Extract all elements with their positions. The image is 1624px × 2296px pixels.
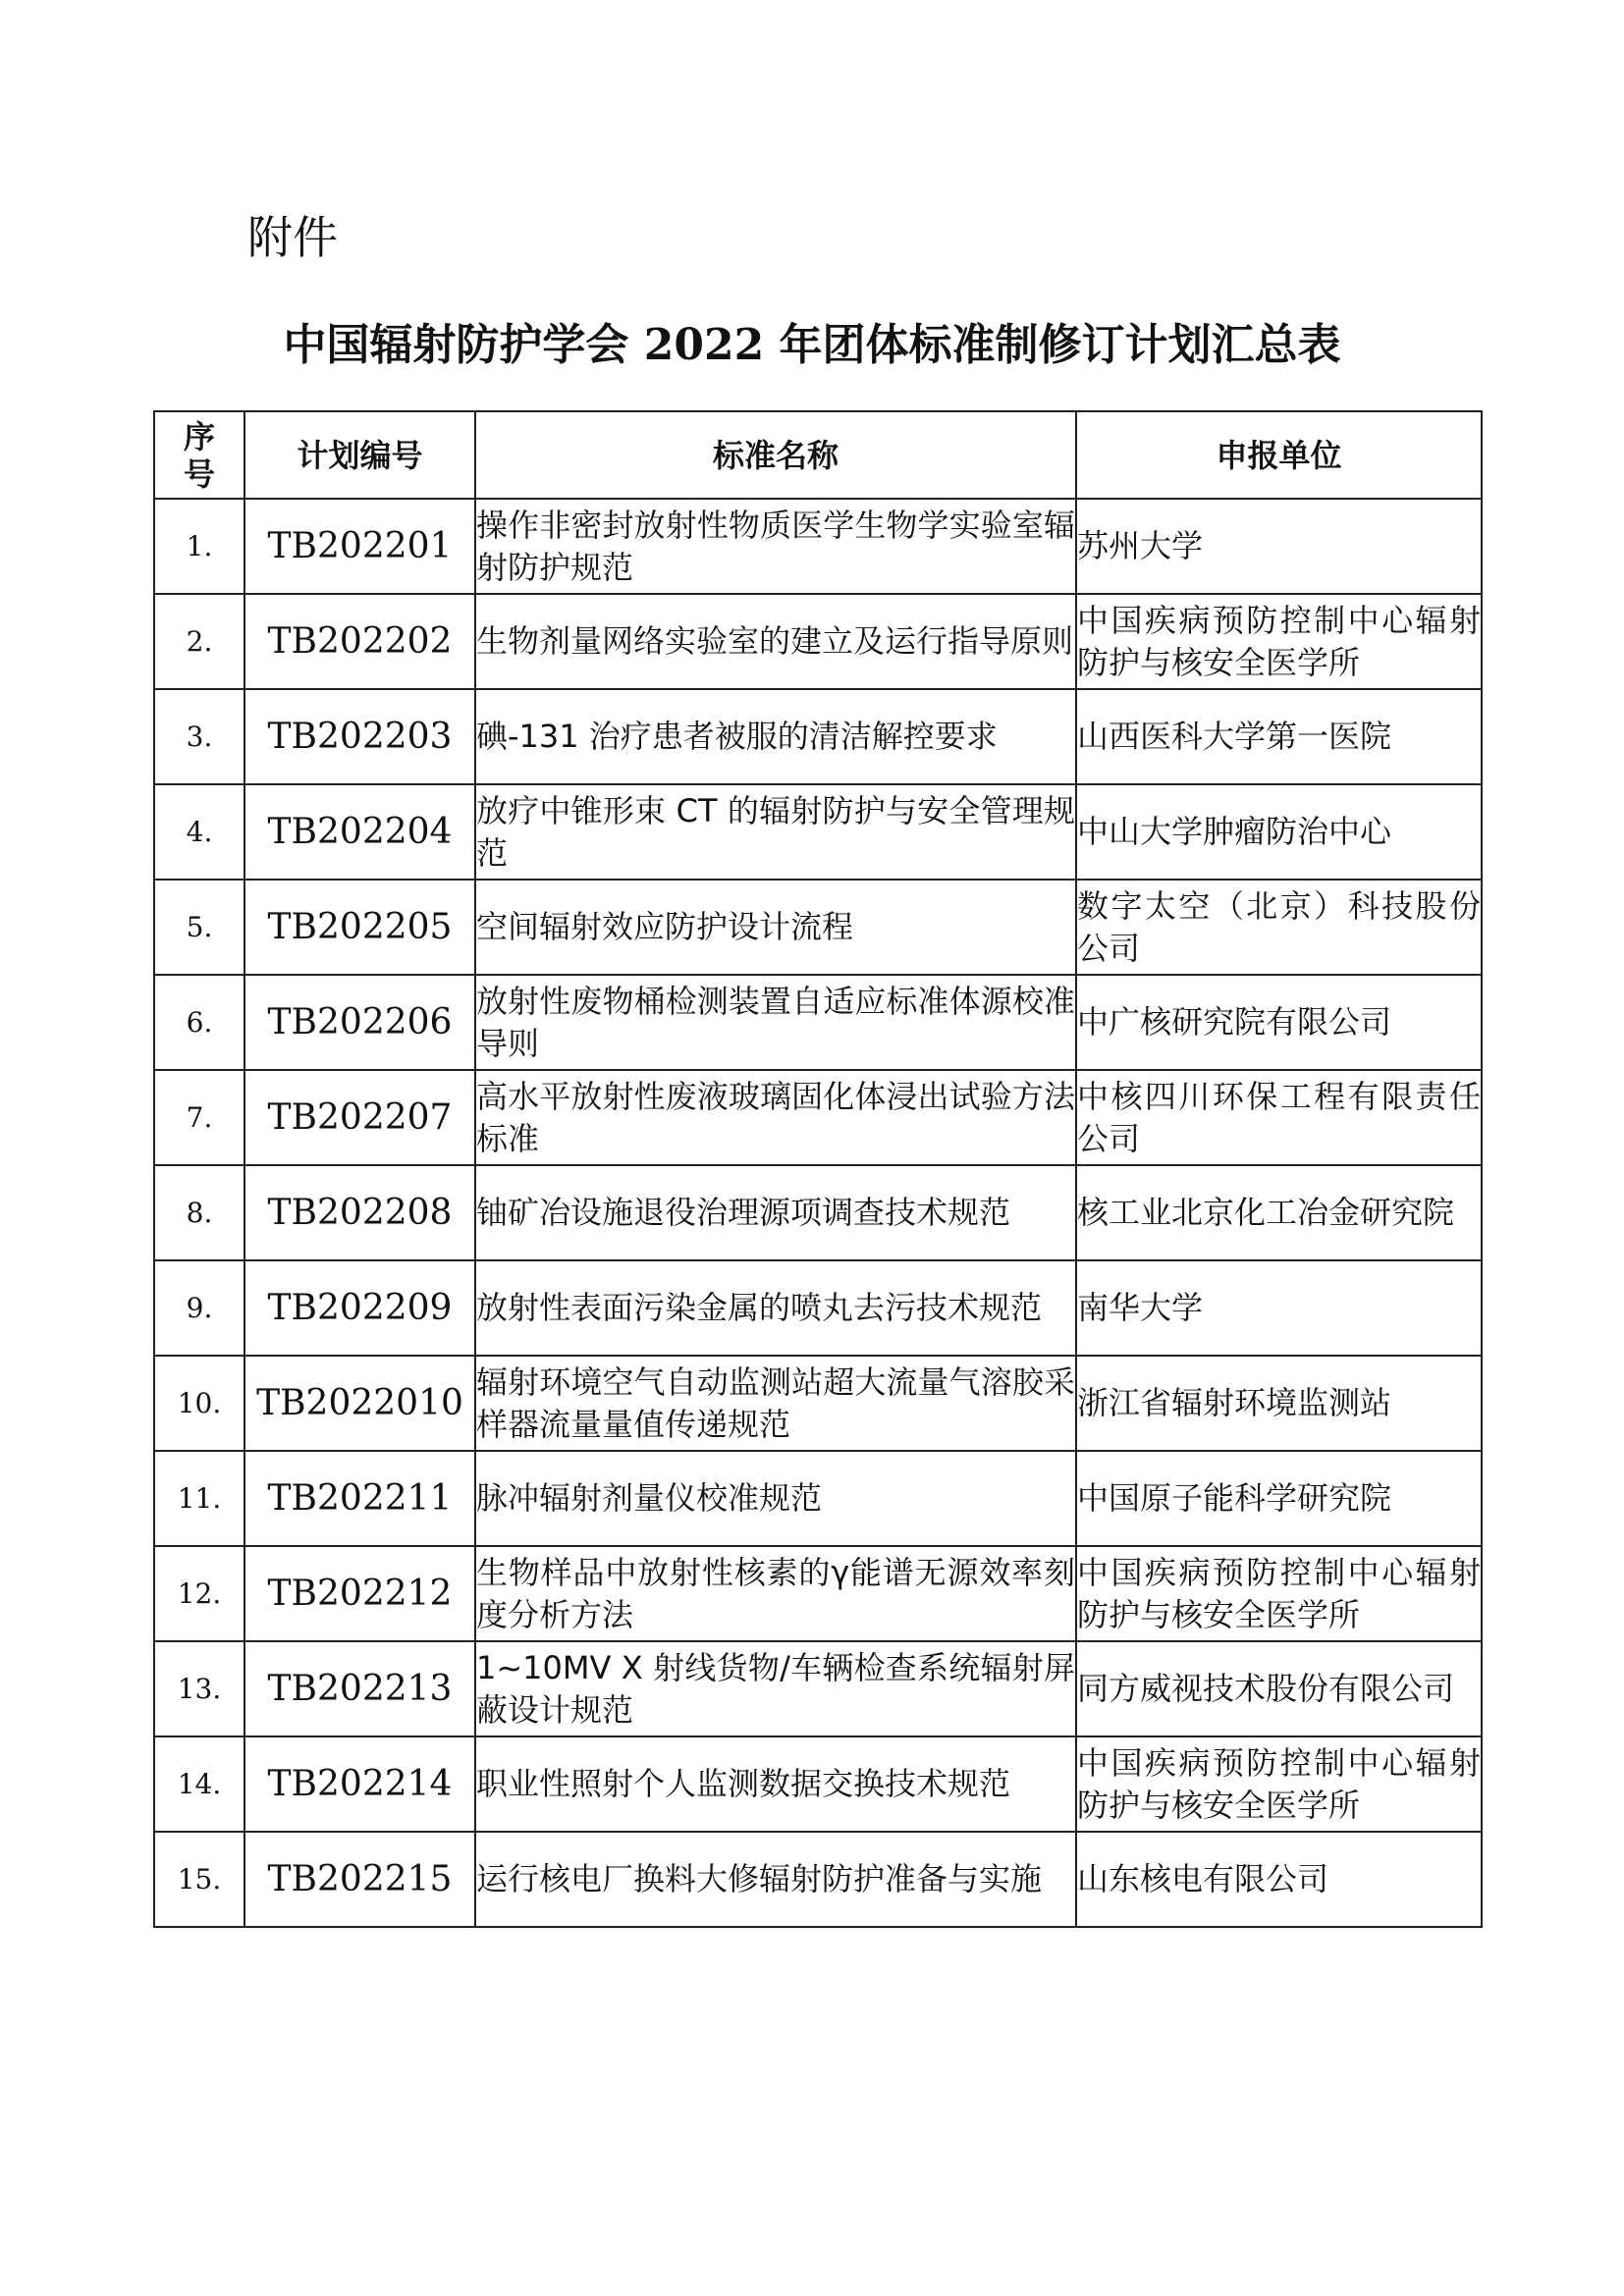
row-seq: 1. (154, 499, 244, 594)
row-applicant-unit: 中核四川环保工程有限责任公司 (1076, 1070, 1482, 1165)
table-row (154, 1736, 1482, 1832)
row-seq: 6. (154, 975, 244, 1070)
row-applicant-unit: 南华大学 (1076, 1260, 1482, 1356)
row-plan-code: TB202212 (244, 1546, 475, 1641)
table-row (154, 1641, 1482, 1736)
row-standard-name: 运行核电厂换料大修辐射防护准备与实施 (475, 1832, 1076, 1927)
row-plan-code: TB202215 (244, 1832, 475, 1927)
table-row (154, 1356, 1482, 1451)
row-plan-code: TB202202 (244, 594, 475, 689)
row-seq: 2. (154, 594, 244, 689)
row-plan-code: TB202214 (244, 1736, 475, 1832)
row-standard-name: 生物样品中放射性核素的γ能谱无源效率刻度分析方法 (475, 1546, 1076, 1641)
row-seq: 3. (154, 689, 244, 784)
row-plan-code: TB202205 (244, 880, 475, 975)
row-standard-name: 操作非密封放射性物质医学生物学实验室辐射防护规范 (475, 499, 1076, 594)
row-applicant-unit: 山西医科大学第一医院 (1076, 689, 1482, 784)
row-standard-name: 辐射环境空气自动监测站超大流量气溶胶采样器流量量值传递规范 (475, 1356, 1076, 1451)
header-standard-name: 标准名称 (475, 411, 1076, 499)
row-standard-name: 职业性照射个人监测数据交换技术规范 (475, 1736, 1076, 1832)
header-seq-line1: 序 (183, 417, 215, 455)
row-standard-name: 放射性废物桶检测装置自适应标准体源校准导则 (475, 975, 1076, 1070)
row-applicant-unit: 数字太空（北京）科技股份公司 (1076, 880, 1482, 975)
row-seq: 7. (154, 1070, 244, 1165)
header-seq-line2: 号 (183, 454, 215, 493)
row-seq: 5. (154, 880, 244, 975)
row-seq: 13. (154, 1641, 244, 1736)
row-seq: 15. (154, 1832, 244, 1927)
row-seq: 10. (154, 1356, 244, 1451)
row-plan-code: TB202207 (244, 1070, 475, 1165)
table-row (154, 1451, 1482, 1546)
document-title: 中国辐射防护学会 2022 年团体标准制修订计划汇总表 (283, 320, 1341, 370)
row-applicant-unit: 中山大学肿瘤防治中心 (1076, 784, 1482, 880)
row-applicant-unit: 浙江省辐射环境监测站 (1076, 1356, 1482, 1451)
row-plan-code: TB202201 (244, 499, 475, 594)
row-seq: 14. (154, 1736, 244, 1832)
row-plan-code: TB202204 (244, 784, 475, 880)
row-applicant-unit: 中国原子能科学研究院 (1076, 1451, 1482, 1546)
row-plan-code: TB202209 (244, 1260, 475, 1356)
table-row (154, 1832, 1482, 1927)
table-header-row (154, 411, 1482, 499)
row-standard-name: 生物剂量网络实验室的建立及运行指导原则 (475, 594, 1076, 689)
row-standard-name: 放疗中锥形束 CT 的辐射防护与安全管理规范 (475, 784, 1076, 880)
row-standard-name: 1~10MV X 射线货物/车辆检查系统辐射屏蔽设计规范 (475, 1641, 1076, 1736)
row-plan-code: TB202211 (244, 1451, 475, 1546)
row-applicant-unit: 山东核电有限公司 (1076, 1832, 1482, 1927)
header-seq (154, 411, 244, 499)
table-row (154, 594, 1482, 689)
row-standard-name: 高水平放射性废液玻璃固化体浸出试验方法标准 (475, 1070, 1076, 1165)
row-standard-name: 空间辐射效应防护设计流程 (475, 880, 1076, 975)
row-applicant-unit: 中国疾病预防控制中心辐射防护与核安全医学所 (1076, 1736, 1482, 1832)
header-plan-code: 计划编号 (244, 411, 475, 499)
row-plan-code: TB2022010 (244, 1356, 475, 1451)
row-plan-code: TB202206 (244, 975, 475, 1070)
standards-plan-table (153, 410, 1483, 1928)
row-applicant-unit: 中广核研究院有限公司 (1076, 975, 1482, 1070)
row-seq: 12. (154, 1546, 244, 1641)
row-applicant-unit: 核工业北京化工冶金研究院 (1076, 1165, 1482, 1260)
row-applicant-unit: 中国疾病预防控制中心辐射防护与核安全医学所 (1076, 1546, 1482, 1641)
header-applicant-unit: 申报单位 (1076, 411, 1482, 499)
row-seq: 9. (154, 1260, 244, 1356)
table-body (154, 499, 1482, 1927)
attachment-label: 附件 (247, 211, 338, 264)
row-applicant-unit: 中国疾病预防控制中心辐射防护与核安全医学所 (1076, 594, 1482, 689)
table-row (154, 1070, 1482, 1165)
row-plan-code: TB202213 (244, 1641, 475, 1736)
row-plan-code: TB202208 (244, 1165, 475, 1260)
row-seq: 11. (154, 1451, 244, 1546)
row-standard-name: 放射性表面污染金属的喷丸去污技术规范 (475, 1260, 1076, 1356)
table-row (154, 499, 1482, 594)
row-standard-name: 铀矿冶设施退役治理源项调查技术规范 (475, 1165, 1076, 1260)
row-plan-code: TB202203 (244, 689, 475, 784)
table-row (154, 1165, 1482, 1260)
table-row (154, 975, 1482, 1070)
table-row (154, 1546, 1482, 1641)
row-applicant-unit: 同方威视技术股份有限公司 (1076, 1641, 1482, 1736)
table-row (154, 784, 1482, 880)
table-row (154, 1260, 1482, 1356)
row-applicant-unit: 苏州大学 (1076, 499, 1482, 594)
table-row (154, 689, 1482, 784)
table-row (154, 880, 1482, 975)
row-standard-name: 脉冲辐射剂量仪校准规范 (475, 1451, 1076, 1546)
row-seq: 4. (154, 784, 244, 880)
row-seq: 8. (154, 1165, 244, 1260)
row-standard-name: 碘-131 治疗患者被服的清洁解控要求 (475, 689, 1076, 784)
